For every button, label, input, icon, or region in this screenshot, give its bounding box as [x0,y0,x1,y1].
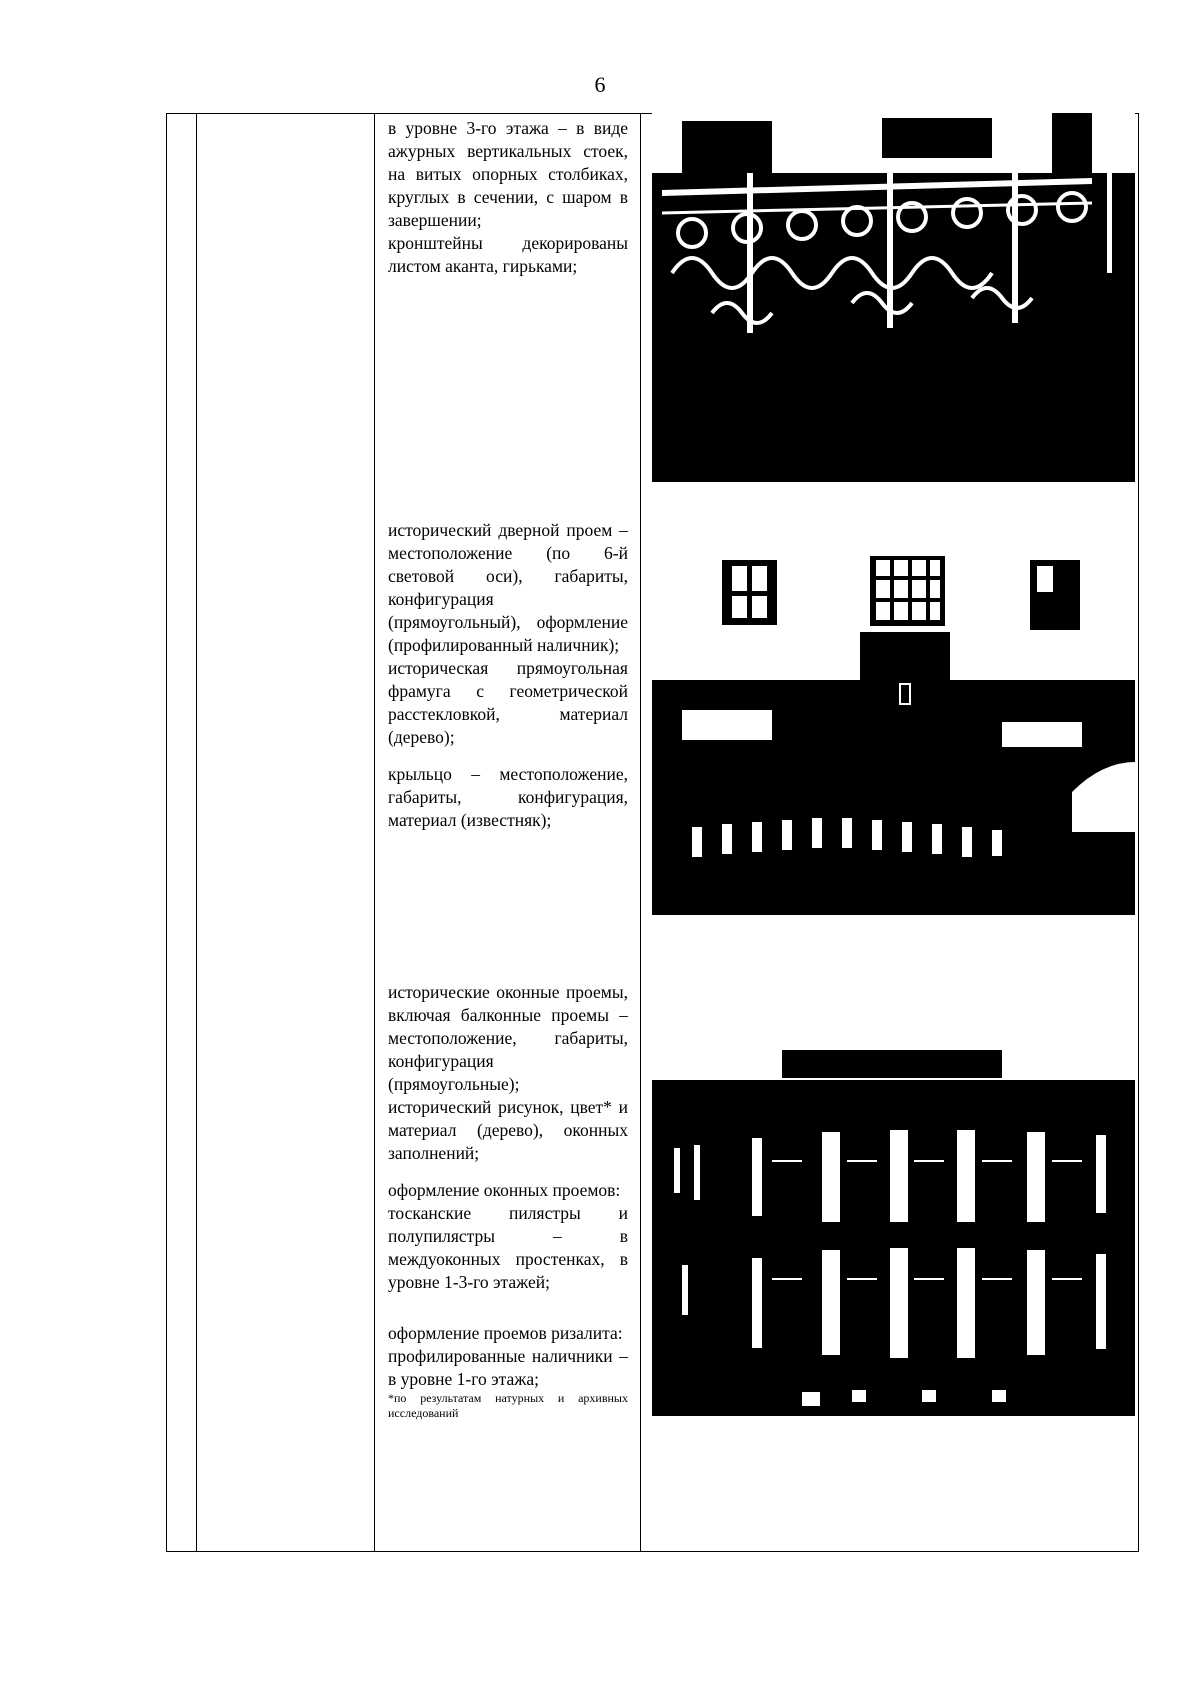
text-line: историческая прямоугольная фрамуга с геометрической расстекловкой, материал (дерево); [388,658,628,747]
text-line: исторический рисунок, цвет* и материал (дерево), оконных заполнений; [388,1097,628,1163]
door-description [388,519,628,832]
text-line: оформление оконных проемов: [388,1180,621,1200]
facade-windows-photo [652,1050,1135,1416]
entrance-door-photo [652,552,1135,915]
text-line [388,1308,628,1322]
column-divider-1 [196,114,197,1551]
balcony-railing-photo [652,113,1135,482]
windows-description [388,981,628,1421]
text-line: тосканские пилястры и полупилястры – в междуоконных простенках, в уровне 1-3-го этажей; [388,1203,628,1292]
text-line: кронштейны декорированы листом аканта, гирьками; [388,233,628,276]
text-line: в уровне 3-го этажа – в виде ажурных вертикальных стоек, на витых опорных столбиках, круглых в сечении, с шаром в завершении; [388,118,628,230]
text-line [388,1294,628,1308]
text-line: профилированные наличники – в уровне 1-го этажа; [388,1346,628,1389]
text-line: оформление проемов ризалита: [388,1323,623,1343]
text-line: крыльцо – местоположение, габариты, конфигурация, материал (известняк); [388,764,628,830]
text-line: исторические оконные проемы, включая балконные проемы – местоположение, габариты, конфигурация (прямоугольные); [388,982,628,1094]
text-line [388,749,628,763]
text-line [388,1165,628,1179]
column-divider-2 [374,114,375,1551]
text-line: исторический дверной проем – местоположение (по 6-й световой оси), габариты, конфигурация (прямоугольный), оформление (профилированный наличник); [388,520,628,655]
footnote: *по результатам натурных и архивных исследований [388,1391,628,1420]
column-divider-3 [640,114,641,1551]
page-number: 6 [594,72,606,97]
balcony-description [388,117,628,278]
